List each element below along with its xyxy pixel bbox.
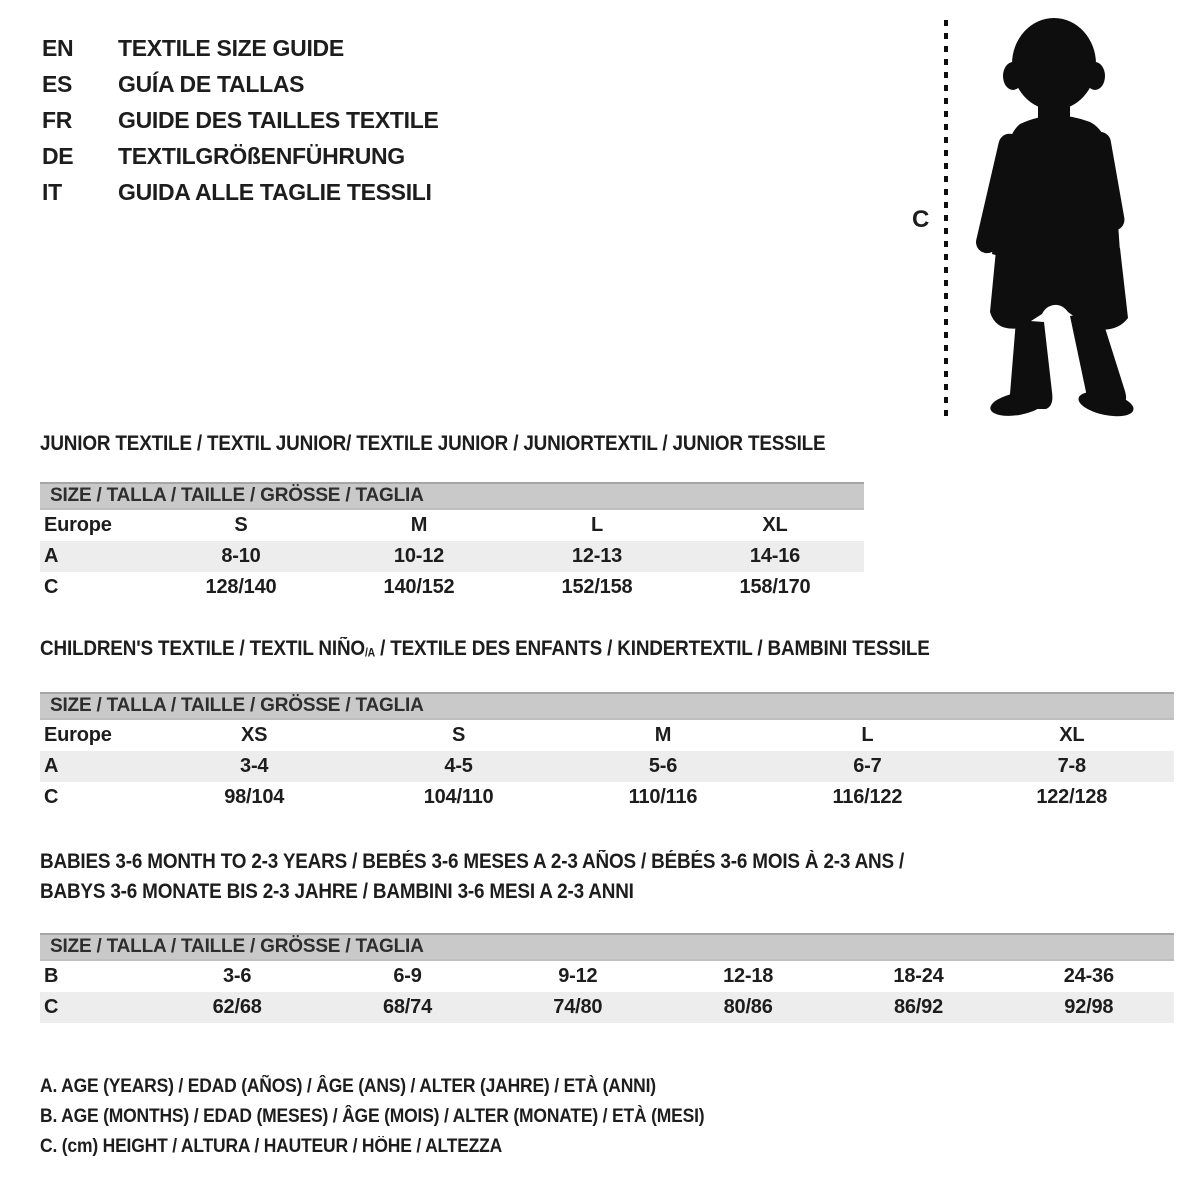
- value-cell: S: [234, 514, 248, 536]
- guide-title-fr: GUIDE DES TAILLES TEXTILE: [118, 107, 439, 133]
- table-row: [40, 572, 864, 603]
- legend: [40, 1072, 762, 1162]
- value-cell: 4-5: [444, 754, 473, 777]
- title-line-2: BABYS 3-6 MONATE BIS 2-3 JAHRE / BAMBINI 3-6 MESI A 2-3 ANNI: [40, 879, 634, 903]
- guide-title-de: TEXTILGRÖßENFÜHRUNG: [118, 143, 405, 169]
- value-cell: 152/158: [561, 576, 633, 598]
- row-label-cell: C: [44, 576, 59, 598]
- value-cell: 80/86: [723, 995, 773, 1018]
- height-measure-label: C: [912, 206, 930, 233]
- section-babies-textile: [40, 847, 1174, 1023]
- value-cell: 7-8: [1057, 754, 1086, 777]
- language-code: DE: [42, 143, 74, 169]
- title-subscript: /A: [364, 647, 375, 660]
- section-title-children: [40, 637, 1061, 666]
- section-title-babies: [40, 847, 1061, 907]
- value-cell: 68/74: [382, 995, 433, 1018]
- value-cell: 14-16: [749, 545, 801, 567]
- row-label-cell: Europe: [44, 514, 112, 536]
- height-measure-dashed-line: [944, 20, 948, 416]
- value-cell: 158/170: [739, 576, 811, 598]
- section-title-junior: JUNIOR TEXTILE / TEXTIL JUNIOR/ TEXTILE JUNIOR / JUNIORTEXTIL / JUNIOR TESSILE: [40, 432, 826, 455]
- value-cell: 12-13: [571, 545, 623, 567]
- value-cell: 104/110: [423, 785, 494, 808]
- language-row-en: [42, 30, 439, 66]
- value-cell: 98/104: [224, 785, 285, 808]
- language-code: FR: [42, 107, 73, 133]
- value-cell: M: [654, 723, 672, 746]
- value-cell: 24-36: [1063, 964, 1114, 987]
- value-cell: 5-6: [648, 754, 678, 777]
- language-row-de: [42, 138, 439, 174]
- language-row-it: [42, 174, 439, 210]
- value-cell: 86/92: [893, 995, 943, 1018]
- size-header-bar: SIZE / TALLA / TAILLE / GRÖSSE / TAGLIA: [40, 692, 1174, 720]
- guide-title-en: TEXTILE SIZE GUIDE: [118, 35, 344, 61]
- value-cell: S: [452, 723, 466, 746]
- row-label-cell: Europe: [44, 723, 112, 746]
- value-cell: M: [410, 514, 428, 536]
- value-cell: XL: [762, 514, 788, 536]
- row-label-cell: B: [44, 964, 59, 987]
- title-text: / TEXTILE DES ENFANTS / KINDERTEXTIL / BAMBINI TESSILE: [374, 637, 930, 660]
- value-cell: 140/152: [383, 576, 455, 598]
- size-header-bar: SIZE / TALLA / TAILLE / GRÖSSE / TAGLIA: [40, 482, 864, 510]
- value-cell: 116/122: [832, 785, 903, 808]
- value-cell: 8-10: [221, 545, 261, 567]
- value-cell: L: [590, 514, 604, 536]
- language-code: ES: [42, 71, 73, 97]
- table-row: [40, 541, 864, 572]
- language-row-fr: [42, 102, 439, 138]
- value-cell: 9-12: [558, 964, 598, 987]
- value-cell: 12-18: [723, 964, 774, 987]
- guide-title-it: GUIDA ALLE TAGLIE TESSILI: [118, 179, 432, 205]
- value-cell: 62/68: [212, 995, 262, 1018]
- size-table-sections: [40, 432, 1174, 1057]
- row-label-cell: A: [44, 545, 59, 567]
- table-row: [40, 782, 1174, 813]
- section-junior-textile: [40, 432, 1174, 603]
- size-header-bar: SIZE / TALLA / TAILLE / GRÖSSE / TAGLIA: [40, 933, 1174, 961]
- value-cell: 3-4: [240, 754, 269, 777]
- legend-item-c: C. (cm) HEIGHT / ALTURA / HAUTEUR / HÖHE / ALTEZZA: [40, 1136, 503, 1157]
- language-title-list: [42, 30, 439, 210]
- children-size-table: [40, 720, 1174, 813]
- table-row: [40, 961, 1174, 992]
- value-cell: 6-7: [853, 754, 882, 777]
- height-figure: [880, 0, 1180, 435]
- babies-size-table: [40, 961, 1174, 1023]
- row-label-cell: C: [44, 995, 59, 1018]
- value-cell: 10-12: [393, 545, 445, 567]
- title-line-1: BABIES 3-6 MONTH TO 2-3 YEARS / BEBÉS 3-6 MESES A 2-3 AÑOS / BÉBÉS 3-6 MOIS À 2-3 ANS /: [40, 849, 905, 873]
- language-row-es: [42, 66, 439, 102]
- row-label-cell: A: [44, 754, 59, 777]
- value-cell: XL: [1059, 723, 1085, 746]
- junior-size-table: [40, 510, 864, 603]
- value-cell: L: [861, 723, 874, 746]
- guide-title-es: GUÍA DE TALLAS: [118, 71, 305, 97]
- language-code: IT: [42, 179, 62, 205]
- value-cell: XS: [241, 723, 268, 746]
- value-cell: 122/128: [1036, 785, 1108, 808]
- value-cell: 92/98: [1064, 995, 1114, 1018]
- toddler-silhouette: [966, 12, 1146, 422]
- table-row: [40, 510, 864, 541]
- table-row: [40, 992, 1174, 1023]
- title-text: CHILDREN'S TEXTILE / TEXTIL NIÑO: [40, 637, 365, 660]
- value-cell: 18-24: [893, 964, 944, 987]
- language-code: EN: [42, 35, 74, 61]
- legend-item-a: A. AGE (YEARS) / EDAD (AÑOS) / ÂGE (ANS) / ALTER (JAHRE) / ETÀ (ANNI): [40, 1076, 656, 1097]
- value-cell: 74/80: [553, 995, 603, 1018]
- section-children-textile: [40, 637, 1174, 813]
- value-cell: 128/140: [205, 576, 277, 598]
- value-cell: 3-6: [223, 964, 252, 987]
- legend-item-b: B. AGE (MONTHS) / EDAD (MESES) / ÂGE (MOIS) / ALTER (MONATE) / ETÀ (MESI): [40, 1106, 705, 1127]
- value-cell: 110/116: [628, 785, 698, 808]
- table-row: [40, 720, 1174, 751]
- row-label-cell: C: [44, 785, 59, 808]
- table-row: [40, 751, 1174, 782]
- value-cell: 6-9: [393, 964, 422, 987]
